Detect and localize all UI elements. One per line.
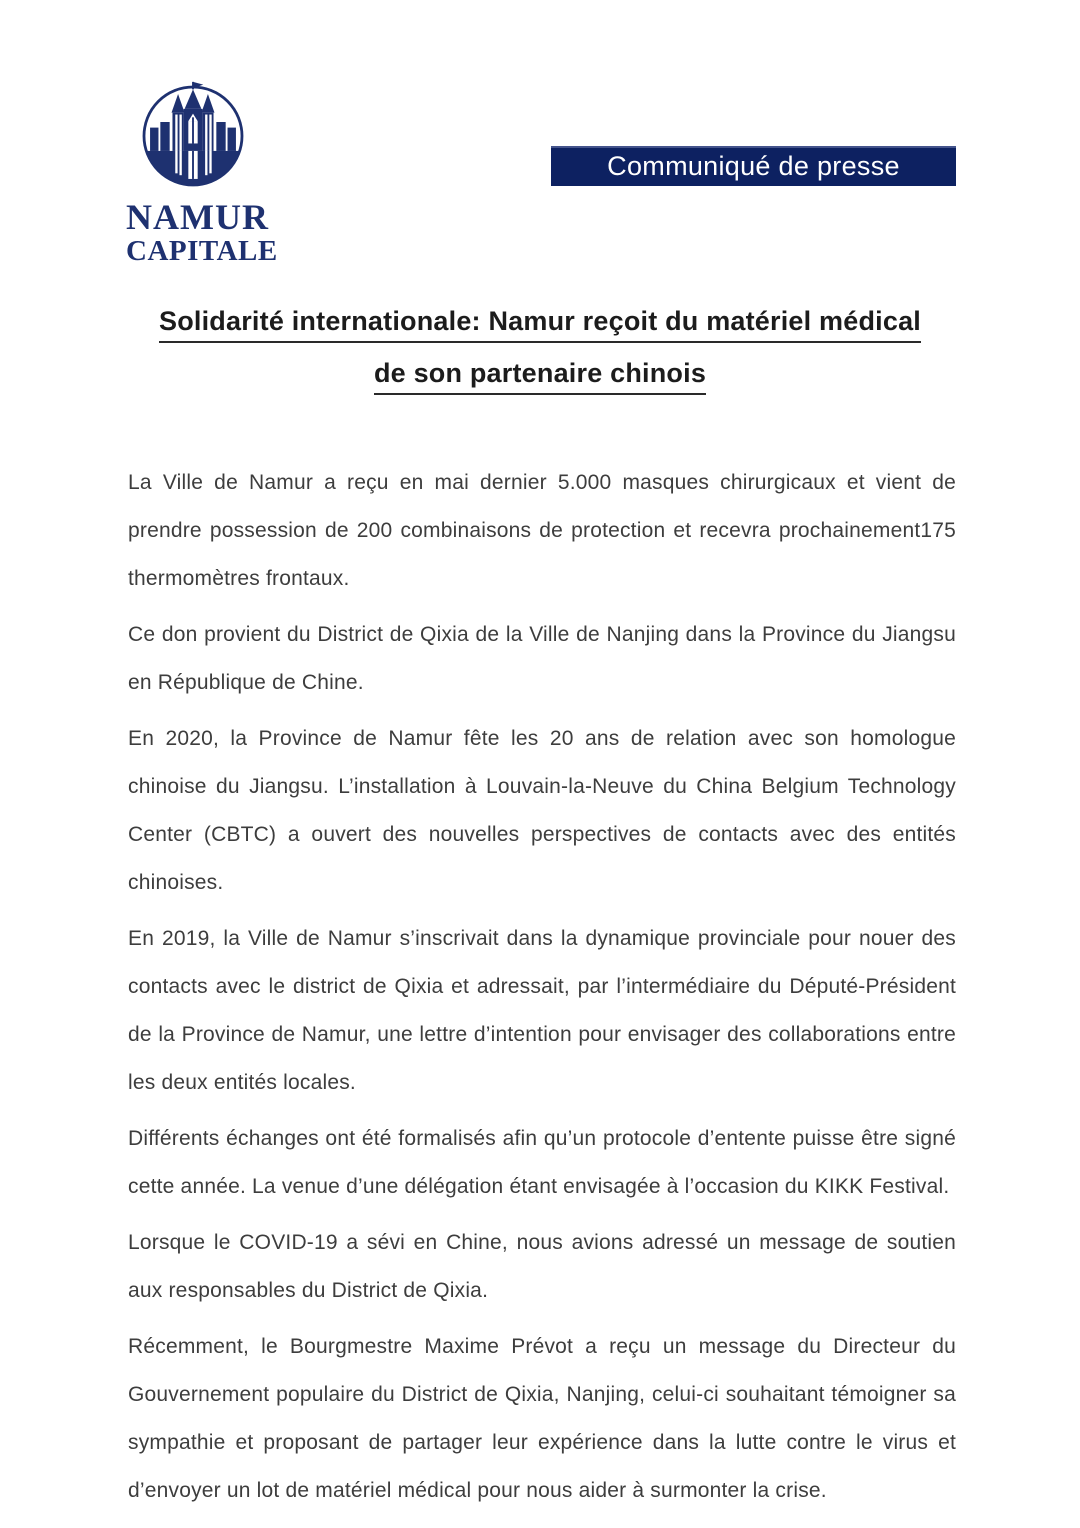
namur-logo [126,80,278,267]
namur-citadel-icon [137,80,249,192]
logo-subtitle: CAPITALE [126,235,278,267]
body-paragraph: En 2020, la Province de Namur fête les 20 ans de relation avec son homologue chinoise du Jiangsu. L’installation à Louvain-la-Neuve du China Belgium Technology Center (CBTC) a ouvert des nouvelles perspectives de contacts avec des entités chinoises. [128,727,956,894]
title-line-2: de son partenaire chinois [0,358,1080,395]
logo-name: NAMUR [126,197,269,237]
body-paragraph: La Ville de Namur a reçu en mai dernier 5.000 masques chirurgicaux et vient de prendre possession de 200 combinaisons de protection et recevra prochainement175 thermomètres frontaux. [128,471,956,590]
body-text [128,459,956,1523]
body-paragraph: Lorsque le COVID-19 a sévi en Chine, nous avions adressé un message de soutien aux responsables du District de Qixia. [128,1231,956,1302]
body-paragraph: Différents échanges ont été formalisés afin qu’un protocole d’entente puisse être signé cette année. La venue d’une délégation étant envisagée à l’occasion du KIKK Festival. [128,1127,956,1198]
title-line-1: Solidarité internationale: Namur reçoit du matériel médical [0,306,1080,343]
body-paragraph: Récemment, le Bourgmestre Maxime Prévot a reçu un message du Directeur du Gouvernement populaire du District de Qixia, Nanjing, celui-ci souhaitant témoigner sa sympathie et proposant de partager leur expérience dans la lutte contre le virus et d’envoyer un lot de matériel médical pour nous aider à surmonter la crise. [128,1335,956,1502]
body-paragraph: En 2019, la Ville de Namur s’inscrivait dans la dynamique provinciale pour nouer des contacts avec le district de Qixia et adressait, par l’intermédiaire du Député-Président de la Province de Namur, une lettre d’intention pour envisager des collaborations entre les deux entités locales. [128,927,956,1094]
document-title [0,306,1080,410]
body-paragraph: Ce don provient du District de Qixia de la Ville de Nanjing dans la Province du Jiangsu en République de Chine. [128,623,956,694]
press-release-banner: Communiqué de presse [551,146,956,186]
